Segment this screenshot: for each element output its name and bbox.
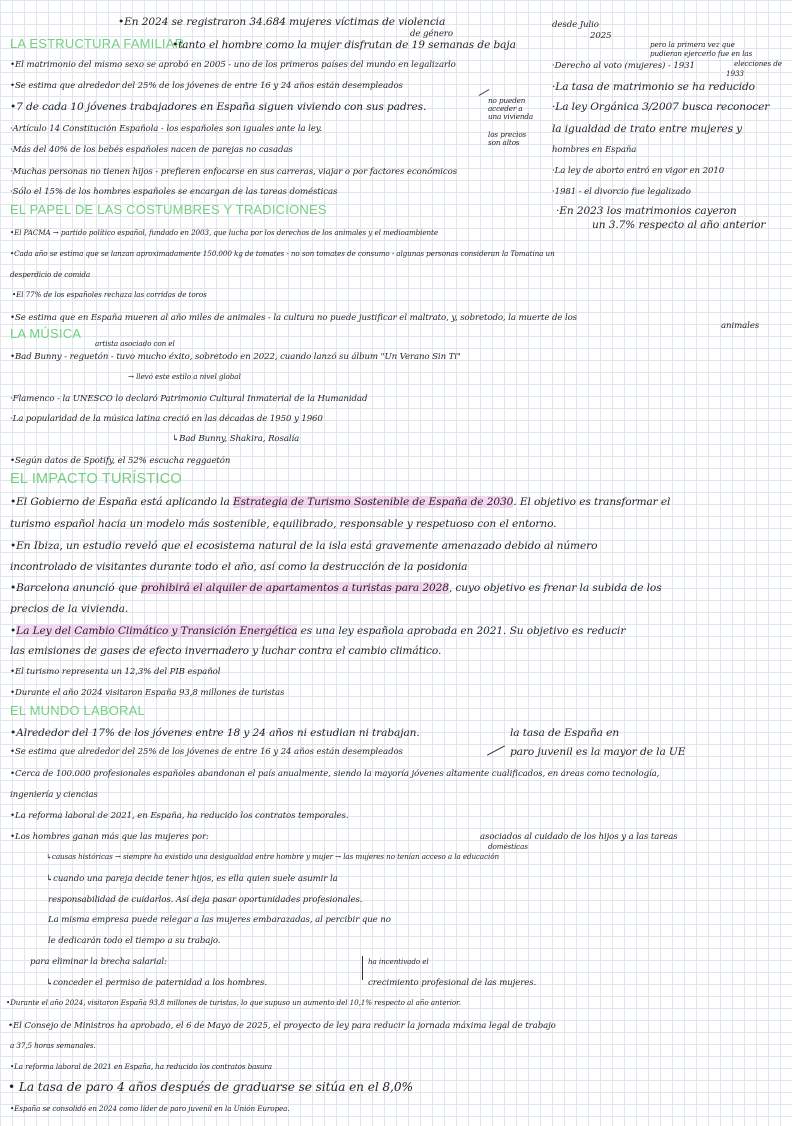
connector-line [479, 89, 490, 96]
laboral-pareja-cont: responsabilidad de cuidarlos. Así deja pasar oportunidades profesionales. [48, 895, 363, 905]
laboral-hombres: •Los hombres ganan más que las mujeres por: [10, 832, 209, 842]
laboral-asociados-cont: domésticas [488, 842, 528, 851]
note-violencia-sub: de género [410, 29, 453, 39]
note-1933: 1933 [726, 69, 744, 78]
laboral-permiso: ↳conceder el permiso de paternidad a los hombres. [46, 978, 267, 988]
note-elecciones: elecciones de [734, 59, 782, 68]
right-ley-organica: ·La ley Orgánica 3/2007 busca reconocer [552, 101, 770, 113]
laboral-paro: • La tasa de paro 4 años después de graduarse se sitúa en el 8,0% [8, 1080, 413, 1094]
costumbres-pacma: •El PACMA → partido político español, fundado en 2003, que lucha por los derechos de los animales y el medioambiente [10, 228, 438, 237]
right-tasa-matrimonio: ·La tasa de matrimonio se ha reducido [552, 81, 755, 93]
laboral-cerca-cont: ingeniería y ciencias [10, 790, 98, 800]
turismo-gobierno-end: . El objetivo es transformar el [513, 496, 671, 508]
note-primera-vez: pero la primera vez que [650, 40, 735, 49]
laboral-lider: •España se consolidó en 2024 como líder de paro juvenil en la Unión Europea. [10, 1104, 290, 1113]
laboral-durante: •Durante el año 2024, visitaron España 93,8 millones de turistas, lo que supuso un aumento del 10,1% respecto al año anterior. [6, 998, 461, 1007]
right-ley-hombres: hombres en España [552, 145, 637, 155]
turismo-clima-end: es una ley española aprobada en 2021. Su objetivo es reducir [297, 625, 626, 637]
laboral-cerca: •Cerca de 100.000 profesionales españoles abandonan el país anualmente, siendo la mayoría jóvenes altamente cualificados, en áreas como tecnología, [10, 769, 660, 779]
laboral-causas: ↳causas históricas → siempre ha existido una desigualdad entre hombre y mujer → las mujeres no tenían acceso a la educación [46, 852, 499, 861]
estructura-item: ·Muchas personas no tienen hijos - prefieren enfocarse en sus carreras, viajar o por factores económicos [10, 167, 458, 177]
costumbres-corridas: •El 77% de los españoles rechaza las corridas de toros [12, 290, 207, 299]
turismo-estrategia-highlight: Estrategia de Turismo Sostenible de España de 2030 [232, 496, 514, 508]
estructura-item: •Se estima que alrededor del 25% de los jóvenes de entre 16 y 24 años están desempleados [10, 81, 403, 91]
laboral-consejo: •El Consejo de Ministros ha aprobado, el 6 de Mayo de 2025, el proyecto de ley para reducir la jornada máxima legal de trabajo [8, 1021, 556, 1031]
laboral-tasa-note: la tasa de España en [510, 727, 620, 739]
heading-costumbres: EL PAPEL DE LAS COSTUMBRES Y TRADICIONES [10, 202, 327, 217]
turismo-clima-highlight: La Ley del Cambio Climático y Transición Energética [16, 625, 298, 637]
costumbres-animales: •Se estima que en España mueren al año miles de animales - la cultura no puede justificar el maltrato, y, sobretodo, la muerte de los [10, 313, 577, 323]
costumbres-tomates: •Cada año se estima que se lanzan aproximadamente 150.000 kg de tomates - no son tomates de consumo - algunas personas consideran la Tomatina un [10, 249, 555, 258]
costumbres-animales-cont: animales [721, 321, 760, 331]
right-matrimonios-sub: un 3.7% respecto al año anterior [592, 219, 766, 231]
note-baja: •tanto el hombre como la mujer disfrutan de 19 semanas de baja [172, 39, 516, 51]
heading-mundo-laboral: EL MUNDO LABORAL [10, 703, 145, 718]
note-desde-julio: desde Julio [552, 20, 599, 30]
connector-line [487, 745, 505, 755]
laboral-pareja: ↳cuando una pareja decide tener hijos, es ella quien suele asumir la [46, 874, 338, 884]
note-violencia: •En 2024 se registraron 34.684 mujeres víctimas de violencia [118, 16, 446, 28]
laboral-brecha: para eliminar la brecha salarial: [30, 957, 167, 967]
right-divorcio: ·1981 - el divorcio fue legalizado [552, 187, 691, 197]
estructura-item: ·Artículo 14 Constitución Española - los españoles son iguales ante la ley. [10, 124, 322, 134]
musica-global: → llevó este estilo a nivel global [128, 372, 241, 381]
turismo-pib: •El turismo representa un 12,3% del PIB español [10, 667, 221, 677]
turismo-gobierno [10, 496, 670, 508]
musica-artistas: ↳Bad Bunny, Shakira, Rosalía [172, 434, 300, 444]
laboral-reforma-basura: •La reforma laboral de 2021 en España, ha reducido los contratos basura [10, 1062, 272, 1071]
laboral-jovenes: •Alrededor del 17% de los jóvenes entre 18 y 24 años ni estudian ni trabajan. [10, 727, 420, 739]
laboral-empresa: La misma empresa puede relegar a las mujeres embarazadas, al percibir que no [48, 915, 391, 925]
right-ley-igualdad: la igualdad de trato entre mujeres y [552, 123, 743, 135]
laboral-empresa-cont: le dedicarán todo el tiempo a su trabajo. [48, 936, 221, 946]
estructura-item: ·Sólo el 15% de los hombres españoles se encargan de las tareas domésticas [10, 187, 338, 197]
laboral-tasa-note-cont: paro juvenil es la mayor de la UE [510, 746, 686, 758]
side-note: no pueden [488, 96, 526, 105]
musica-spotify: •Según datos de Spotify, el 52% escucha reggaetón [10, 456, 231, 466]
turismo-ibiza: •En Ibiza, un estudio reveló que el ecosistema natural de la isla está gravemente amenazado debido al número [10, 540, 598, 552]
right-matrimonios: ·En 2023 los matrimonios cayeron [556, 205, 737, 217]
costumbres-tomates-cont: desperdicio de comida [10, 270, 91, 279]
turismo-clima-cont: las emisiones de gases de efecto invernadero y luchar contra el cambio climático. [10, 645, 442, 657]
musica-popularidad: ·La popularidad de la música latina creció en las décadas de 1950 y 1960 [10, 414, 323, 424]
right-aborto: ·La ley de aborto entró en vigor en 2010 [552, 166, 725, 176]
estructura-item: ·Más del 40% de los bebés españoles nacen de parejas no casadas [10, 145, 293, 155]
laboral-reforma: •La reforma laboral de 2021, en España, ha reducido los contratos temporales. [10, 811, 349, 821]
bracket-line [362, 956, 363, 980]
turismo-barcelona-text: •Barcelona anunció que [10, 582, 141, 594]
turismo-barcelona-end: , cuyo objetivo es frenar la subida de los [448, 582, 662, 594]
laboral-incentivado-cont: crecimiento profesional de las mujeres. [368, 978, 537, 988]
side-note: acceder a [488, 104, 523, 113]
laboral-desempleo: •Se estima que alrededor del 25% de los jóvenes de entre 16 y 24 años están desempleados [10, 747, 403, 757]
note-pudieran: pudieran ejercerlo fue en las [650, 49, 753, 58]
heading-musica: LA MÚSICA [10, 326, 82, 341]
estructura-item: •7 de cada 10 jóvenes trabajadores en España siguen viviendo con sus padres. [10, 101, 427, 113]
side-note: una vivienda [488, 112, 534, 121]
side-note: son altos [488, 138, 520, 147]
turismo-clima [10, 625, 625, 637]
turismo-barcelona-cont: precios de la vivienda. [10, 603, 129, 615]
right-voto: ·Derecho al voto (mujeres) - 1931 [552, 61, 695, 71]
musica-artista-note: artista asociado con el [95, 339, 175, 348]
side-note: los precios [488, 130, 527, 139]
musica-bad-bunny: •Bad Bunny - reguetón - tuvo mucho éxito, sobretodo en 2022, cuando lanzó su álbum "Un Verano Sin Ti" [10, 352, 461, 362]
laboral-consejo-cont: a 37,5 horas semanales. [10, 1041, 96, 1050]
turismo-ibiza-cont: incontrolado de visitantes durante todo el año, así como la destrucción de la posidonia [10, 561, 468, 573]
heading-turismo: EL IMPACTO TURÍSTICO [10, 471, 182, 487]
heading-estructura-familiar: LA ESTRUCTURA FAMILIAR [10, 36, 185, 51]
turismo-gobierno-cont: turismo español hacia un modelo más sostenible, equilibrado, responsable y respetuoso con el entorno. [10, 518, 557, 530]
turismo-barcelona [10, 582, 662, 594]
laboral-incentivado: ha incentivado el [368, 957, 429, 966]
turismo-visitaron: •Durante el año 2024 visitaron España 93,8 millones de turistas [10, 688, 285, 698]
turismo-barcelona-highlight: prohibirá el alquiler de apartamentos a turistas para 2028 [140, 582, 449, 594]
estructura-item: •El matrimonio del mismo sexo se aprobó en 2005 - uno de los primeros países del mundo en legalizarlo [10, 60, 456, 70]
laboral-asociados: asociados al cuidado de los hijos y a las tareas [480, 832, 678, 842]
note-year-2025: 2025 [590, 31, 612, 41]
turismo-gobierno-text: •El Gobierno de España está aplicando la [10, 496, 233, 508]
turismo-clima-bullet: • [10, 625, 17, 637]
musica-flamenco: ·Flamenco - la UNESCO lo declaró Patrimonio Cultural Inmaterial de la Humanidad [10, 394, 368, 404]
